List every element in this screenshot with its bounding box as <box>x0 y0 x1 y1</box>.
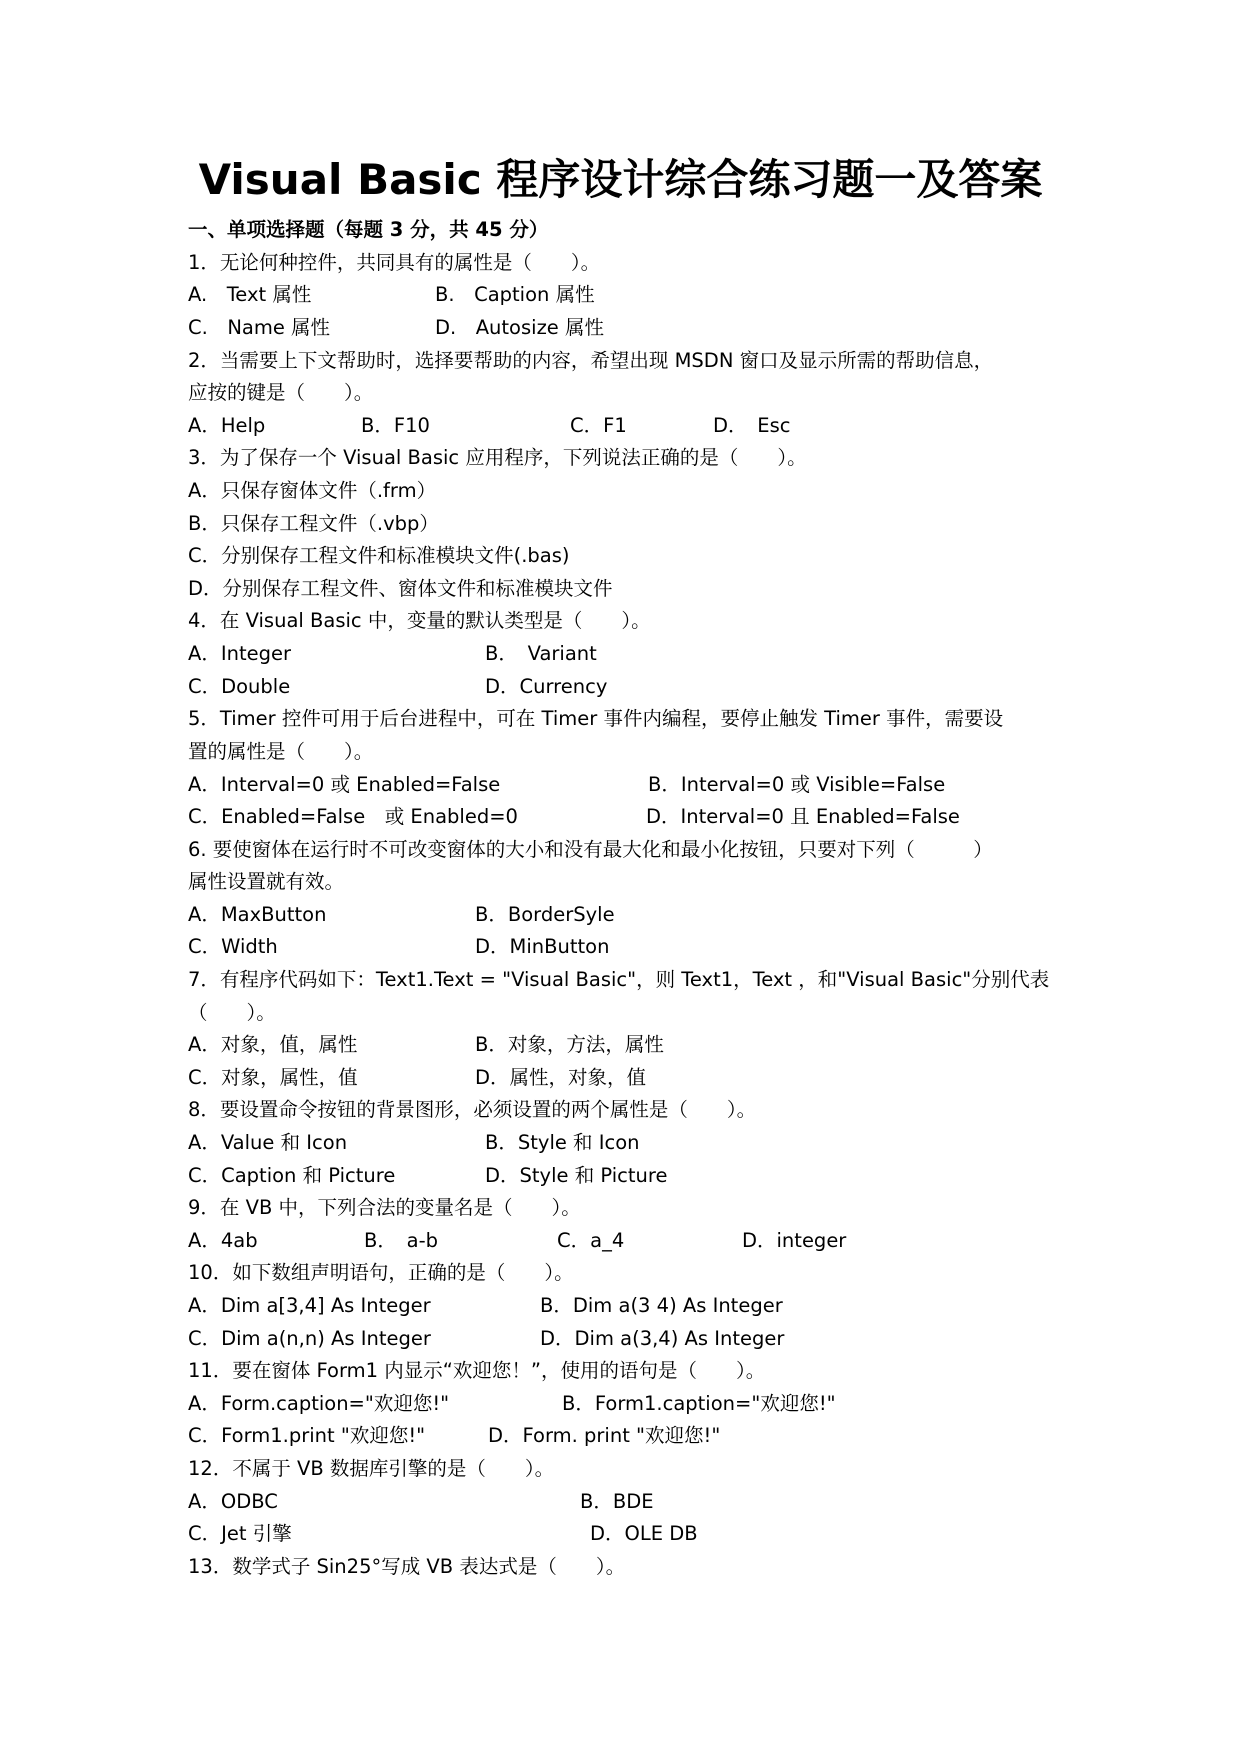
question-1-option-a: A. Text 属性 <box>188 283 312 306</box>
question-4-stem: 4．在 Visual Basic 中，变量的默认类型是（ ）。 <box>188 609 651 632</box>
question-1-option-d: D. Autosize 属性 <box>435 316 604 339</box>
question-4-option-c: C．Double <box>188 675 291 698</box>
question-2-option-d: D． Esc <box>713 414 791 437</box>
question-5-stem-line2: 置的属性是（ ）。 <box>188 740 374 763</box>
question-7-option-c: C．对象，属性，值 <box>188 1066 358 1089</box>
question-7-stem-line2: （ ）。 <box>188 1001 276 1024</box>
question-7-option-b: B．对象，方法，属性 <box>475 1033 664 1056</box>
question-3-option-b: B．只保存工程文件（.vbp） <box>188 512 439 535</box>
question-3-option-a: A．只保存窗体文件（.frm） <box>188 479 437 502</box>
question-9-option-c: C．a_4 <box>557 1229 625 1252</box>
question-9-option-a: A．4ab <box>188 1229 258 1252</box>
question-10-option-a: A．Dim a[3,4] As Integer <box>188 1294 431 1317</box>
question-8-stem: 8．要设置命令按钮的背景图形，必须设置的两个属性是（ ）。 <box>188 1098 757 1121</box>
question-3-stem: 3．为了保存一个 Visual Basic 应用程序，下列说法正确的是（ ）。 <box>188 446 807 469</box>
question-8-option-a: A．Value 和 Icon <box>188 1131 348 1154</box>
question-1-option-c: C. Name 属性 <box>188 316 331 339</box>
question-10-stem: 10．如下数组声明语句，正确的是（ ）。 <box>188 1261 574 1284</box>
question-7-option-a: A．对象，值，属性 <box>188 1033 358 1056</box>
question-10-option-b: B．Dim a(3 4) As Integer <box>540 1294 783 1317</box>
question-11-option-b: B．Form1.caption="欢迎您!" <box>562 1392 836 1415</box>
question-11-option-d: D．Form. print "欢迎您!" <box>488 1424 721 1447</box>
question-7-stem-line1: 7．有程序代码如下：Text1.Text = "Visual Basic"，则 Text1，Text ，和"Visual Basic"分别代表 <box>188 968 1050 991</box>
question-11-option-c: C．Form1.print "欢迎您!" <box>188 1424 426 1447</box>
question-8-option-b: B．Style 和 Icon <box>485 1131 640 1154</box>
question-3-option-d: D．分别保存工程文件、窗体文件和标准模块文件 <box>188 577 613 600</box>
question-1-stem: 1．无论何种控件，共同具有的属性是（ ）。 <box>188 251 601 274</box>
question-1-option-b: B. Caption 属性 <box>435 283 595 306</box>
question-6-option-d: D．MinButton <box>475 935 610 958</box>
question-9-option-d: D．integer <box>742 1229 847 1252</box>
question-12-option-d: D．OLE DB <box>590 1522 698 1545</box>
question-12-stem: 12．不属于 VB 数据库引擎的是（ ）。 <box>188 1457 555 1480</box>
question-13-stem: 13．数学式子 Sin25°写成 VB 表达式是（ ）。 <box>188 1555 626 1578</box>
question-11-option-a: A．Form.caption="欢迎您!" <box>188 1392 450 1415</box>
question-4-option-a: A．Integer <box>188 642 291 665</box>
question-2-stem-line2: 应按的键是（ ）。 <box>188 381 374 404</box>
section-heading: 一、单项选择题（每题 3 分，共 45 分） <box>188 218 549 241</box>
question-12-option-b: B．BDE <box>580 1490 654 1513</box>
question-5-option-a: A．Interval=0 或 Enabled=False <box>188 773 501 796</box>
question-6-stem-line1: 6. 要使窗体在运行时不可改变窗体的大小和没有最大化和最小化按钮，只要对下列（ ） <box>188 838 993 861</box>
question-10-option-c: C．Dim a(n,n) As Integer <box>188 1327 431 1350</box>
question-10-option-d: D．Dim a(3,4) As Integer <box>540 1327 785 1350</box>
question-2-stem-line1: 2．当需要上下文帮助时，选择要帮助的内容，希望出现 MSDN 窗口及显示所需的帮助信息， <box>188 349 994 372</box>
question-11-stem: 11．要在窗体 Form1 内显示“欢迎您！”，使用的语句是（ ）。 <box>188 1359 766 1382</box>
question-4-option-b: B． Variant <box>485 642 597 665</box>
question-5-option-d: D．Interval=0 且 Enabled=False <box>646 805 960 828</box>
question-6-stem-line2: 属性设置就有效。 <box>188 870 345 893</box>
question-8-option-c: C．Caption 和 Picture <box>188 1164 396 1187</box>
question-6-option-c: C．Width <box>188 935 278 958</box>
question-8-option-d: D．Style 和 Picture <box>485 1164 668 1187</box>
question-5-option-c: C．Enabled=False 或 Enabled=0 <box>188 805 518 828</box>
question-7-option-d: D．属性，对象，值 <box>475 1066 647 1089</box>
question-2-option-a: A．Help <box>188 414 266 437</box>
question-12-option-c: C．Jet 引擎 <box>188 1522 292 1545</box>
question-9-stem: 9．在 VB 中，下列合法的变量名是（ ）。 <box>188 1196 581 1219</box>
question-6-option-b: B．BorderSyle <box>475 903 615 926</box>
question-5-stem-line1: 5．Timer 控件可用于后台进程中，可在 Timer 事件内编程，要停止触发 Timer 事件，需要设 <box>188 707 1004 730</box>
question-2-option-b: B．F10 <box>361 414 430 437</box>
question-2-option-c: C．F1 <box>570 414 627 437</box>
page-title: Visual Basic 程序设计综合练习题一及答案 <box>198 155 1043 204</box>
question-3-option-c: C．分别保存工程文件和标准模块文件(.bas) <box>188 544 570 567</box>
question-12-option-a: A．ODBC <box>188 1490 278 1513</box>
question-5-option-b: B．Interval=0 或 Visible=False <box>648 773 946 796</box>
question-4-option-d: D．Currency <box>485 675 608 698</box>
question-6-option-a: A．MaxButton <box>188 903 327 926</box>
question-9-option-b: B． a-b <box>364 1229 438 1252</box>
